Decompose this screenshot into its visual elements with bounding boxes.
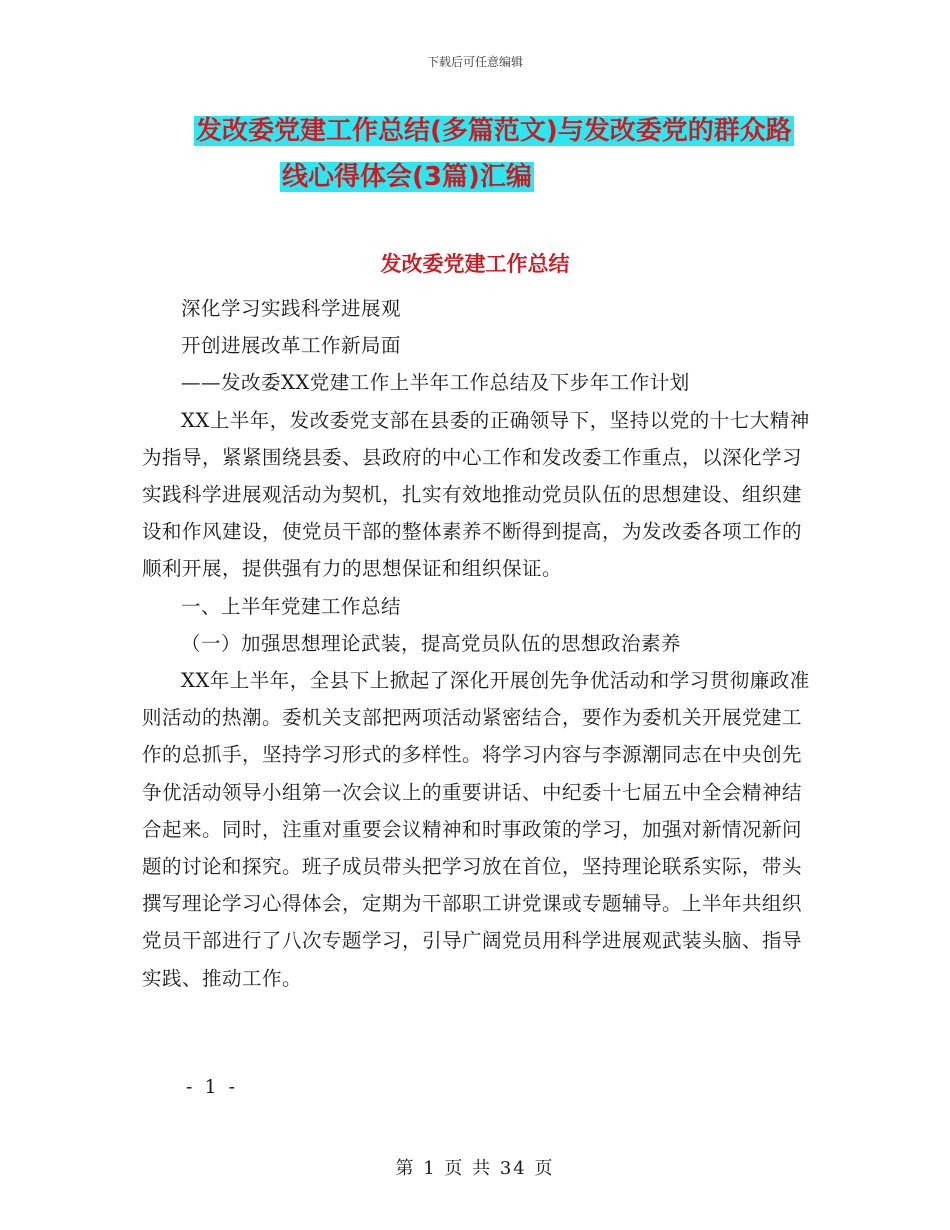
page-number-mark: - 1 - <box>186 1076 239 1098</box>
section-heading: 一、上半年党建工作总结 <box>181 594 402 618</box>
subsection-heading: （一）加强思想理论武装，提高党员队伍的思想政治素养 <box>181 631 682 655</box>
subtitle-line: ——发改委XX党建工作上半年工作总结及下步年工作计划 <box>181 371 690 395</box>
page-footer: 第 1 页 共 34 页 <box>395 1158 555 1179</box>
title-highlight: 线心得体会(3篇)汇编 <box>282 162 532 192</box>
paragraph: XX上半年，发改委党支部在县委的正确领导下，坚持以党的十七大精神为指导，紧紧围绕县委、县政府的中心工作和发改委工作重点，以深化学习实践科学进展观活动为契机，扎实有效地推动党员队伍的思想建设、组织建设和作风建设，使党员干部的整体素养不断得到提高，为发改委各项工作的顺利开展，提供强有力的思想保证和组织保证。 <box>142 408 810 581</box>
document-title-line-2 <box>280 154 534 200</box>
document-title-line-1 <box>194 108 794 154</box>
subtitle-line: 深化学习实践科学进展观 <box>181 297 402 320</box>
document-body <box>142 290 810 997</box>
subtitle-line: 开创进展改革工作新局面 <box>181 334 402 358</box>
paragraph: XX年上半年，全县下上掀起了深化开展创先争优活动和学习贯彻廉政准则活动的热潮。委机关支部把两项活动紧密结合，要作为委机关开展党建工作的总抓手，坚持学习形式的多样性。将学习内容与李源潮同志在中央创先争优活动领导小组第一次会议上的重要讲话、中纪委十七届五中全会精神结合起来。同时，注重对重要会议精神和时事政策的学习，加强对新情况新问题的讨论和探究。班子成员带头把学习放在首位，坚持理论联系实际，带头撰写理论学习心得体会，定期为干部职工讲党课或专题辅导。上半年共组织党员干部进行了八次专题学习，引导广阔党员用科学进展观武装头脑、指导实践、推动工作。 <box>142 669 810 990</box>
section-title: 发改委党建工作总结 <box>380 252 570 276</box>
title-highlight: 发改委党建工作总结(多篇范文)与发改委党的群众路 <box>196 116 792 146</box>
header-note: 下载后可任意编辑 <box>426 55 523 69</box>
